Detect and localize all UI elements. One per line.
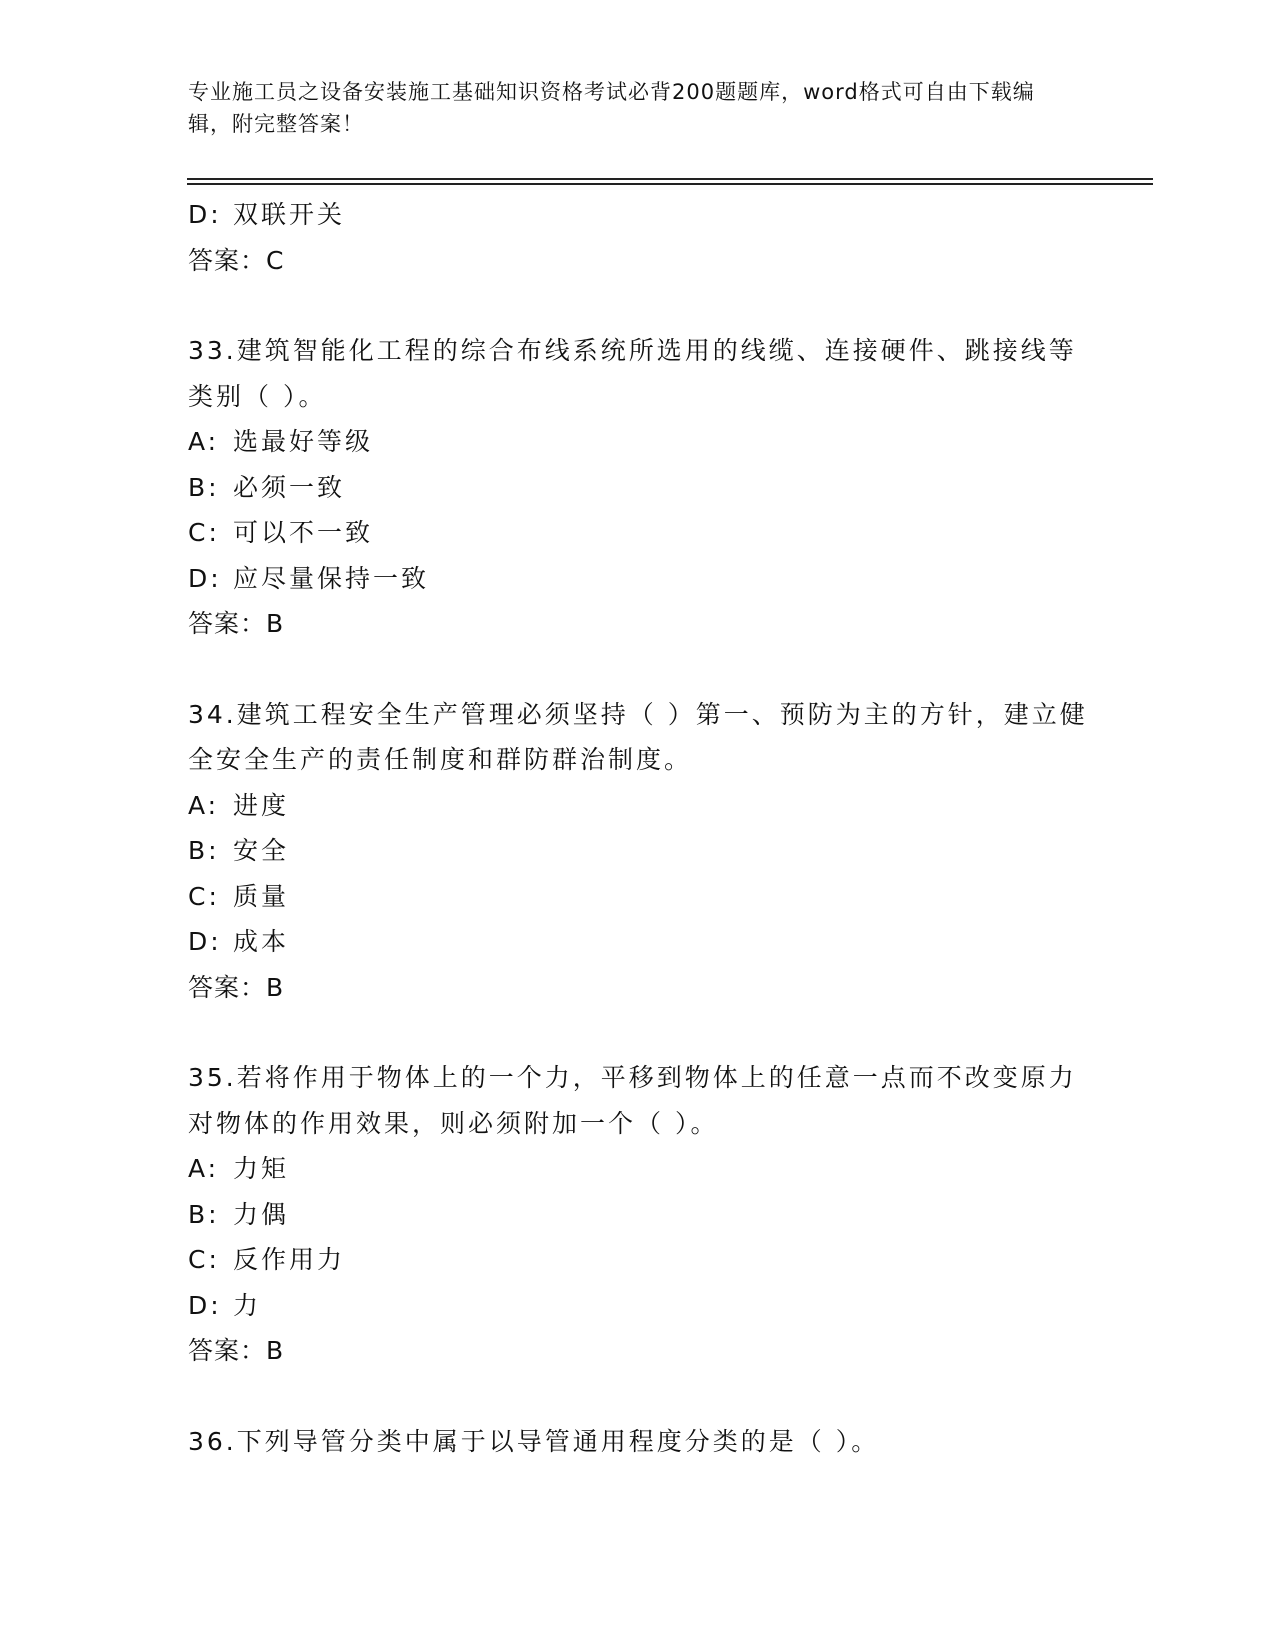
option-text: 进度 (233, 790, 290, 820)
option-a (188, 783, 1088, 829)
question-text: 35.若将作用于物体上的一个力，平移到物体上的任意一点而不改变原力对物体的作用效果，则必须附加一个（ ）。 (188, 1063, 1077, 1138)
question-list (188, 192, 1088, 1464)
option-b (188, 465, 1088, 511)
option-c (188, 874, 1088, 920)
option-b (188, 828, 1088, 874)
question-text: 33.建筑智能化工程的综合布线系统所选用的线缆、连接硬件、跳接线等类别（ ）。 (188, 336, 1077, 411)
option-label: D: (188, 1290, 222, 1320)
option-label: C: (188, 881, 220, 911)
option-a (188, 1146, 1088, 1192)
page-header (188, 76, 1068, 140)
option-d (188, 192, 1088, 238)
option-text: 双联开关 (233, 200, 346, 229)
option-text: 质量 (233, 881, 290, 911)
option-label: D: (188, 200, 222, 229)
option-d (188, 556, 1088, 602)
previous-question-tail (188, 192, 1088, 283)
option-label: B: (188, 836, 220, 865)
option-c (188, 1237, 1088, 1283)
option-label: A: (188, 1154, 220, 1183)
question-35 (188, 1055, 1088, 1374)
option-text: 必须一致 (233, 472, 346, 502)
answer: 答案：B (188, 1336, 285, 1365)
option-a (188, 419, 1088, 465)
option-text: 选最好等级 (233, 427, 374, 456)
option-text: 应尽量保持一致 (233, 563, 430, 593)
option-label: C: (188, 518, 220, 547)
option-text: 安全 (233, 836, 290, 865)
option-d (188, 919, 1088, 965)
question-text: 34.建筑工程安全生产管理必须坚持（ ）第一、预防为主的方针，建立健全安全生产的责任制度和群防群治制度。 (188, 699, 1088, 774)
question-text: 36.下列导管分类中属于以导管通用程度分类的是（ ）。 (188, 1426, 880, 1456)
option-c (188, 510, 1088, 556)
option-text: 成本 (233, 927, 290, 956)
option-text: 力偶 (233, 1199, 290, 1229)
header-title: 专业施工员之设备安装施工基础知识资格考试必背200题题库，word格式可自由下载编辑，附完整答案！ (188, 80, 1035, 136)
question-33 (188, 328, 1088, 647)
option-label: D: (188, 563, 222, 593)
option-label: A: (188, 790, 220, 820)
option-d (188, 1283, 1088, 1329)
option-label: D: (188, 927, 222, 956)
question-34 (188, 692, 1088, 1011)
option-text: 力 (233, 1290, 262, 1320)
option-text: 力矩 (233, 1154, 290, 1183)
option-b (188, 1192, 1088, 1238)
header-divider-bottom (187, 183, 1153, 185)
question-36 (188, 1419, 1088, 1465)
answer: 答案：B (188, 609, 285, 638)
answer: 答案：B (188, 972, 285, 1002)
header-divider-top (187, 178, 1153, 180)
option-text: 反作用力 (233, 1245, 346, 1274)
option-label: B: (188, 472, 220, 502)
option-text: 可以不一致 (233, 518, 374, 547)
option-label: B: (188, 1199, 220, 1229)
option-label: A: (188, 427, 220, 456)
answer: 答案：C (188, 245, 285, 275)
option-label: C: (188, 1245, 220, 1274)
